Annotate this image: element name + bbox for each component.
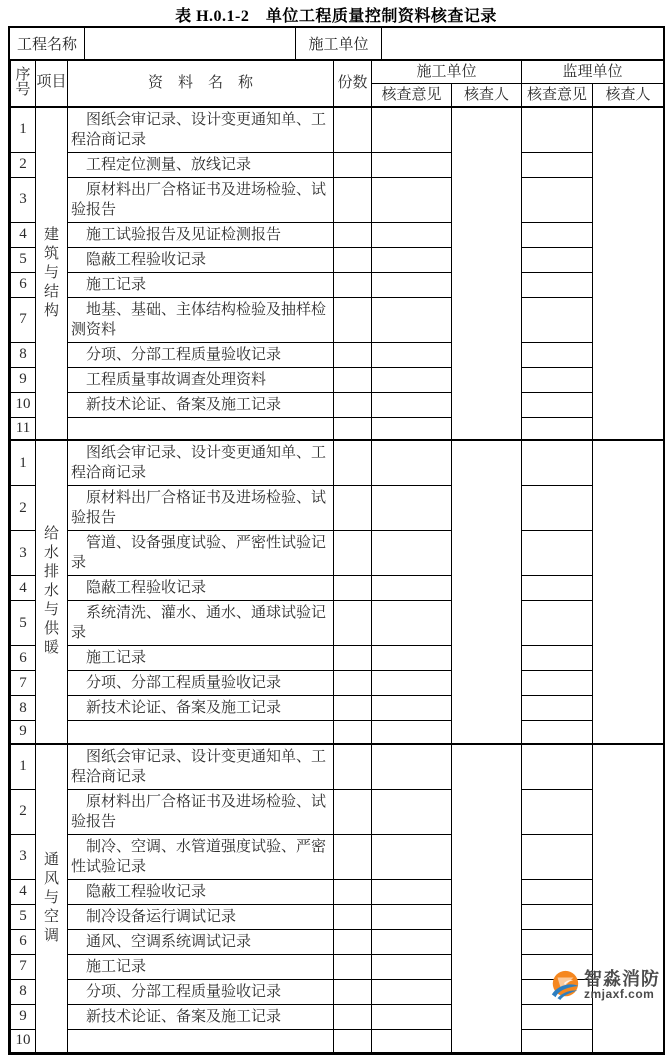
copies-cell: [334, 392, 372, 417]
copies-cell: [334, 417, 372, 440]
check-opinion-construction-cell: [372, 789, 452, 834]
check-opinion-construction-cell: [372, 646, 452, 671]
checker-construction-cell: [452, 107, 522, 441]
check-opinion-construction-cell: [372, 367, 452, 392]
doc-name-cell: 施工记录: [68, 646, 334, 671]
doc-name-cell: 原材料出厂合格证书及进场检验、试验报告: [68, 177, 334, 222]
row-number-cell: 1: [11, 107, 36, 153]
check-opinion-supervision-cell: [522, 834, 593, 879]
check-opinion-construction-cell: [372, 107, 452, 153]
copies-cell: [334, 979, 372, 1004]
header-check-opinion-construction: 核查意见: [372, 84, 452, 107]
table-row: [11, 417, 664, 440]
table-row: [11, 222, 664, 247]
table-row: [11, 107, 664, 153]
check-opinion-construction-cell: [372, 1004, 452, 1029]
copies-cell: [334, 177, 372, 222]
table-row: [11, 576, 664, 601]
row-number-cell: 5: [11, 904, 36, 929]
row-number-cell: 8: [11, 696, 36, 721]
check-opinion-supervision-cell: [522, 1004, 593, 1029]
table-row: [11, 646, 664, 671]
checker-construction-cell: [452, 440, 522, 744]
check-opinion-supervision-cell: [522, 272, 593, 297]
check-opinion-construction-cell: [372, 744, 452, 790]
section-item-cell: [36, 744, 68, 1053]
check-opinion-construction-cell: [372, 721, 452, 744]
checker-supervision-cell: [593, 107, 664, 441]
copies-cell: [334, 744, 372, 790]
row-number-cell: 9: [11, 1004, 36, 1029]
row-number-cell: 4: [11, 576, 36, 601]
copies-cell: [334, 879, 372, 904]
check-opinion-supervision-cell: [522, 929, 593, 954]
section-item-cell: [36, 107, 68, 441]
header-seq: 序号: [11, 61, 36, 107]
check-opinion-construction-cell: [372, 152, 452, 177]
doc-name-cell: 工程定位测量、放线记录: [68, 152, 334, 177]
check-opinion-supervision-cell: [522, 486, 593, 531]
copies-cell: [334, 696, 372, 721]
check-opinion-supervision-cell: [522, 721, 593, 744]
section-item-label: 给 水 排 水 与 供 暖: [43, 526, 59, 657]
watermark: [549, 969, 660, 1001]
copies-cell: [334, 1029, 372, 1052]
copies-cell: [334, 486, 372, 531]
table-row: [11, 297, 664, 342]
watermark-brand: 智淼消防: [584, 968, 660, 989]
doc-name-cell: 原材料出厂合格证书及进场检验、试验报告: [68, 789, 334, 834]
check-opinion-construction-cell: [372, 531, 452, 576]
copies-cell: [334, 247, 372, 272]
doc-name-cell: 新技术论证、备案及施工记录: [68, 1004, 334, 1029]
doc-name-cell: 图纸会审记录、设计变更通知单、工程洽商记录: [68, 744, 334, 790]
header-supervision-unit: 监理单位: [522, 61, 664, 84]
check-opinion-supervision-cell: [522, 531, 593, 576]
copies-cell: [334, 576, 372, 601]
check-opinion-supervision-cell: [522, 1029, 593, 1052]
doc-name-cell: 地基、基础、主体结构检验及抽样检测资料: [68, 297, 334, 342]
copies-cell: [334, 954, 372, 979]
doc-name-cell: 管道、设备强度试验、严密性试验记录: [68, 531, 334, 576]
row-number-cell: 10: [11, 1029, 36, 1052]
row-number-cell: 9: [11, 367, 36, 392]
check-opinion-construction-cell: [372, 1029, 452, 1052]
project-name-label: 工程名称: [10, 28, 85, 59]
table-row: [11, 696, 664, 721]
check-opinion-supervision-cell: [522, 904, 593, 929]
check-opinion-supervision-cell: [522, 247, 593, 272]
doc-name-cell: [68, 721, 334, 744]
checker-supervision-cell: [593, 744, 664, 1053]
table-row: [11, 486, 664, 531]
header-check-opinion-supervision: 核查意见: [522, 84, 593, 107]
row-number-cell: 1: [11, 744, 36, 790]
copies-cell: [334, 671, 372, 696]
table-row: [11, 879, 664, 904]
header-item: 项目: [36, 61, 68, 107]
row-number-cell: 5: [11, 601, 36, 646]
table-row: [11, 904, 664, 929]
doc-name-cell: 隐蔽工程验收记录: [68, 576, 334, 601]
check-opinion-construction-cell: [372, 177, 452, 222]
copies-cell: [334, 531, 372, 576]
table-row: [11, 342, 664, 367]
header-copies: 份数: [334, 61, 372, 107]
table-body: [11, 107, 664, 1053]
check-opinion-construction-cell: [372, 440, 452, 486]
check-opinion-construction-cell: [372, 222, 452, 247]
row-number-cell: 8: [11, 342, 36, 367]
check-opinion-construction-cell: [372, 247, 452, 272]
doc-name-cell: 隐蔽工程验收记录: [68, 247, 334, 272]
check-opinion-supervision-cell: [522, 177, 593, 222]
table-row: [11, 601, 664, 646]
check-opinion-construction-cell: [372, 601, 452, 646]
copies-cell: [334, 222, 372, 247]
doc-name-cell: 施工记录: [68, 272, 334, 297]
row-number-cell: 7: [11, 671, 36, 696]
checker-construction-cell: [452, 744, 522, 1053]
row-number-cell: 9: [11, 721, 36, 744]
doc-name-cell: 图纸会审记录、设计变更通知单、工程洽商记录: [68, 107, 334, 153]
doc-name-cell: 通风、空调系统调试记录: [68, 929, 334, 954]
checklist-grid: [10, 60, 664, 1053]
check-opinion-construction-cell: [372, 979, 452, 1004]
copies-cell: [334, 834, 372, 879]
check-opinion-supervision-cell: [522, 601, 593, 646]
row-number-cell: 6: [11, 646, 36, 671]
doc-name-cell: 原材料出厂合格证书及进场检验、试验报告: [68, 486, 334, 531]
row-number-cell: 3: [11, 834, 36, 879]
check-opinion-supervision-cell: [522, 297, 593, 342]
doc-name-cell: 分项、分部工程质量验收记录: [68, 979, 334, 1004]
check-opinion-construction-cell: [372, 392, 452, 417]
check-opinion-construction-cell: [372, 576, 452, 601]
check-opinion-construction-cell: [372, 417, 452, 440]
check-opinion-construction-cell: [372, 954, 452, 979]
checker-supervision-cell: [593, 440, 664, 744]
copies-cell: [334, 107, 372, 153]
info-row: [10, 28, 663, 60]
table-row: [11, 721, 664, 744]
header-checker-supervision: 核查人: [593, 84, 664, 107]
check-opinion-supervision-cell: [522, 367, 593, 392]
row-number-cell: 1: [11, 440, 36, 486]
copies-cell: [334, 152, 372, 177]
check-opinion-supervision-cell: [522, 879, 593, 904]
project-name-value: [85, 28, 296, 59]
check-opinion-construction-cell: [372, 671, 452, 696]
table-row: [11, 789, 664, 834]
construction-unit-label: 施工单位: [296, 28, 382, 59]
copies-cell: [334, 342, 372, 367]
checklist-table: [8, 26, 665, 1055]
copies-cell: [334, 440, 372, 486]
check-opinion-supervision-cell: [522, 696, 593, 721]
header-construction-unit: 施工单位: [372, 61, 522, 84]
row-number-cell: 8: [11, 979, 36, 1004]
check-opinion-supervision-cell: [522, 440, 593, 486]
table-row: [11, 834, 664, 879]
row-number-cell: 3: [11, 531, 36, 576]
row-number-cell: 2: [11, 486, 36, 531]
table-row: [11, 247, 664, 272]
check-opinion-construction-cell: [372, 342, 452, 367]
doc-name-cell: 分项、分部工程质量验收记录: [68, 671, 334, 696]
table-row: [11, 392, 664, 417]
row-number-cell: 6: [11, 929, 36, 954]
doc-name-cell: 图纸会审记录、设计变更通知单、工程洽商记录: [68, 440, 334, 486]
row-number-cell: 3: [11, 177, 36, 222]
check-opinion-construction-cell: [372, 904, 452, 929]
copies-cell: [334, 929, 372, 954]
table-row: [11, 1004, 664, 1029]
check-opinion-supervision-cell: [522, 671, 593, 696]
check-opinion-construction-cell: [372, 879, 452, 904]
check-opinion-construction-cell: [372, 929, 452, 954]
table-row: [11, 929, 664, 954]
row-number-cell: 4: [11, 222, 36, 247]
check-opinion-supervision-cell: [522, 392, 593, 417]
row-number-cell: 2: [11, 152, 36, 177]
check-opinion-supervision-cell: [522, 576, 593, 601]
copies-cell: [334, 721, 372, 744]
doc-name-cell: [68, 1029, 334, 1052]
check-opinion-supervision-cell: [522, 646, 593, 671]
check-opinion-supervision-cell: [522, 789, 593, 834]
doc-name-cell: 施工记录: [68, 954, 334, 979]
table-row: [11, 367, 664, 392]
copies-cell: [334, 789, 372, 834]
doc-name-cell: 隐蔽工程验收记录: [68, 879, 334, 904]
check-opinion-construction-cell: [372, 696, 452, 721]
row-number-cell: 11: [11, 417, 36, 440]
row-number-cell: 7: [11, 297, 36, 342]
doc-name-cell: 工程质量事故调查处理资料: [68, 367, 334, 392]
row-number-cell: 7: [11, 954, 36, 979]
doc-name-cell: 新技术论证、备案及施工记录: [68, 392, 334, 417]
row-number-cell: 5: [11, 247, 36, 272]
row-number-cell: 10: [11, 392, 36, 417]
header-checker-construction: 核查人: [452, 84, 522, 107]
check-opinion-supervision-cell: [522, 744, 593, 790]
zhimiao-logo-icon: [549, 969, 581, 1001]
section-item-label: 通 风 与 空 调: [43, 851, 59, 944]
check-opinion-supervision-cell: [522, 417, 593, 440]
section-item-cell: [36, 440, 68, 744]
row-number-cell: 4: [11, 879, 36, 904]
check-opinion-construction-cell: [372, 272, 452, 297]
table-row: [11, 440, 664, 486]
row-number-cell: 2: [11, 789, 36, 834]
copies-cell: [334, 646, 372, 671]
table-row: [11, 177, 664, 222]
copies-cell: [334, 1004, 372, 1029]
table-row: [11, 272, 664, 297]
doc-name-cell: 新技术论证、备案及施工记录: [68, 696, 334, 721]
doc-name-cell: 制冷设备运行调试记录: [68, 904, 334, 929]
table-row: [11, 671, 664, 696]
copies-cell: [334, 601, 372, 646]
header-doc-name: 资 料 名 称: [68, 61, 334, 107]
table-header: [11, 61, 664, 107]
table-row: [11, 744, 664, 790]
check-opinion-supervision-cell: [522, 222, 593, 247]
check-opinion-construction-cell: [372, 486, 452, 531]
table-row: [11, 531, 664, 576]
check-opinion-construction-cell: [372, 297, 452, 342]
copies-cell: [334, 904, 372, 929]
page-title: 表 H.0.1-2 单位工程质量控制资料核查记录: [175, 8, 497, 25]
doc-name-cell: [68, 417, 334, 440]
watermark-text: [584, 970, 660, 1001]
check-opinion-supervision-cell: [522, 152, 593, 177]
table-row: [11, 152, 664, 177]
table-row: [11, 1029, 664, 1052]
copies-cell: [334, 367, 372, 392]
construction-unit-value: [382, 28, 663, 59]
copies-cell: [334, 272, 372, 297]
doc-name-cell: 施工试验报告及见证检测报告: [68, 222, 334, 247]
doc-name-cell: 分项、分部工程质量验收记录: [68, 342, 334, 367]
watermark-site: zmjaxf.com: [584, 986, 655, 1001]
copies-cell: [334, 297, 372, 342]
doc-name-cell: 制冷、空调、水管道强度试验、严密性试验记录: [68, 834, 334, 879]
section-item-label: 建 筑 与 结 构: [43, 226, 59, 319]
check-opinion-supervision-cell: [522, 107, 593, 153]
check-opinion-supervision-cell: [522, 342, 593, 367]
doc-name-cell: 系统清洗、灌水、通水、通球试验记录: [68, 601, 334, 646]
row-number-cell: 6: [11, 272, 36, 297]
check-opinion-construction-cell: [372, 834, 452, 879]
